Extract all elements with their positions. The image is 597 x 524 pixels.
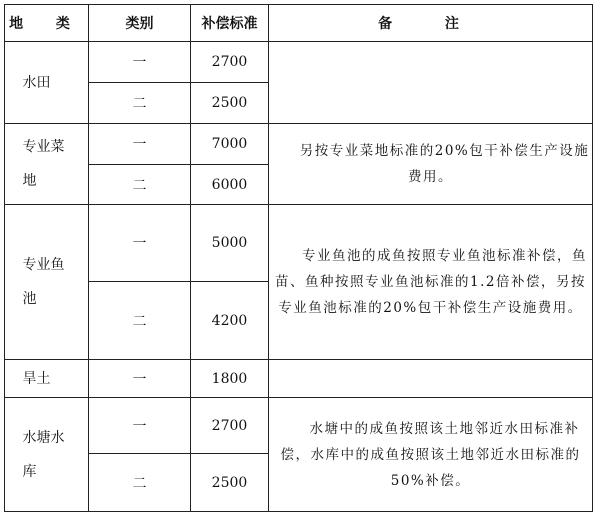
remark-cell: 水塘中的成鱼按照该土地邻近水田标准补偿，水库中的成鱼按照该土地邻近水田标准的50%补偿。 [269,398,593,512]
standard-cell: 6000 [191,165,269,205]
header-category: 类别 [89,5,191,42]
standard-cell: 1800 [191,360,269,398]
standard-cell: 2700 [191,398,269,454]
category-cell: 一 [89,42,191,83]
category-cell: 二 [89,454,191,512]
category-cell: 一 [89,360,191,398]
table-row [5,360,593,398]
category-cell: 二 [89,282,191,360]
header-land-type: 地 类 [5,5,89,42]
header-row [5,5,593,42]
category-cell: 二 [89,83,191,124]
land-type-cell: 旱土 [5,360,89,398]
category-cell: 一 [89,398,191,454]
standard-cell: 5000 [191,205,269,282]
category-cell: 一 [89,205,191,282]
remark-cell [269,42,593,124]
compensation-table [4,4,593,512]
land-type-cell: 专业鱼池 [5,205,89,360]
standard-cell: 7000 [191,124,269,165]
header-standard: 补偿标准 [191,5,269,42]
table-row [5,205,593,282]
table-row [5,42,593,83]
land-type-cell: 水塘水库 [5,398,89,512]
land-type-cell: 水田 [5,42,89,124]
remark-cell: 专业鱼池的成鱼按照专业鱼池标准补偿，鱼苗、鱼种按照专业鱼池标准的1.2倍补偿，另按专业鱼池标准的20%包干补偿生产设施费用。 [269,205,593,360]
standard-cell: 2500 [191,83,269,124]
land-type-cell: 专业菜地 [5,124,89,205]
category-cell: 一 [89,124,191,165]
standard-cell: 2500 [191,454,269,512]
remark-cell: 另按专业菜地标准的20%包干补偿生产设施费用。 [269,124,593,205]
table-row [5,124,593,165]
header-remark: 备 注 [269,5,593,42]
remark-cell [269,360,593,398]
category-cell: 二 [89,165,191,205]
standard-cell: 4200 [191,282,269,360]
table-row [5,398,593,454]
standard-cell: 2700 [191,42,269,83]
